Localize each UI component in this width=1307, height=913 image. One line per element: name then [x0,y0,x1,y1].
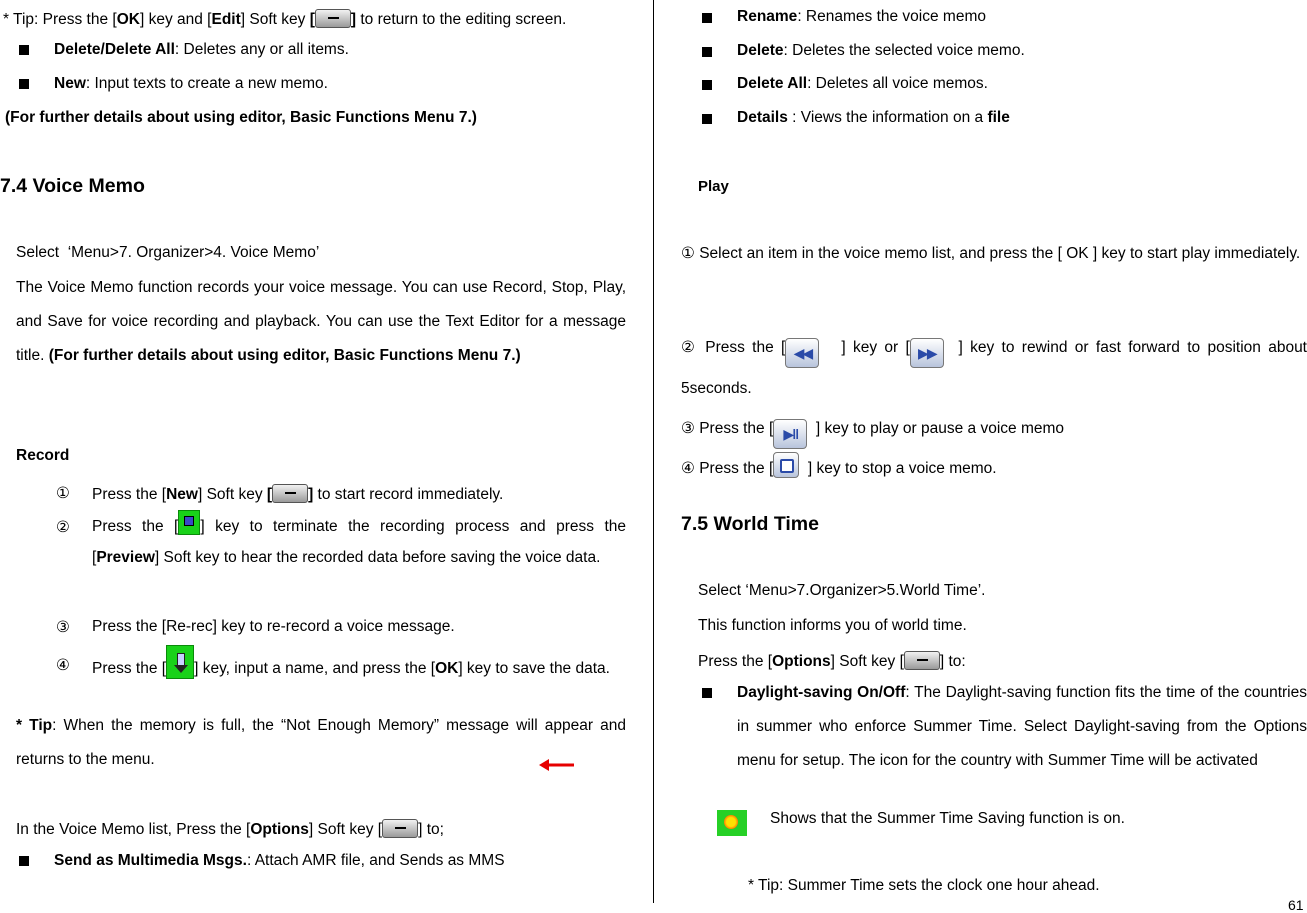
bullet-icon [702,114,712,124]
record-step-number: ③ [56,619,70,636]
summer-time-sun-icon [717,810,747,836]
voice-memo-description: The Voice Memo function records your voice message. You can use Record, Stop, Play, and Save for voice recording and playback. You can use the Text Editor for a message title. (For further details about using editor, Basic Functions Menu 7.) [16,279,626,364]
section-title-voice-memo: 7.4 Voice Memo [0,175,145,197]
record-step-1: Press the [New] Soft key [ ] to start record immediately. [92,486,504,503]
delete-all-item: Delete/Delete All: Deletes any or all items. [54,41,349,58]
options-line: In the Voice Memo list, Press the [Options] Soft key [ ] to; [16,821,444,838]
soft-key-icon [272,484,308,503]
soft-key-icon [382,819,418,838]
play-heading: Play [698,178,729,195]
world-time-options-line: Press the [Options] Soft key [ ] to: [698,653,966,670]
stop-icon [773,452,799,478]
page-number: 61 [1288,897,1304,913]
bullet-icon [19,45,29,55]
tip-edit-line: * Tip: Press the [OK] key and [Edit] Soft key [ ] to return to the editing screen. [3,11,567,28]
column-divider [653,0,654,903]
world-time-select-path: Select ‘Menu>7.Organizer>5.World Time’. [698,582,986,599]
further-details-note: (For further details about using editor, Basic Functions Menu 7.) [5,109,477,126]
summer-time-tip: * Tip: Summer Time sets the clock one hour ahead. [748,877,1100,894]
download-arrow-icon [166,645,194,679]
play-step-1: ① Select an item in the voice memo list, and press the [ OK ] key to start play immediately. [681,245,1301,262]
details-item: Details : Views the information on a file [737,109,1010,126]
bullet-icon [702,13,712,23]
bullet-icon [19,79,29,89]
new-item: New: Input texts to create a new memo. [54,75,328,92]
memory-full-tip: * Tip: When the memory is full, the “Not Enough Memory” message will appear and returns to the menu. [16,717,626,768]
rename-item: Rename: Renames the voice memo [737,8,986,25]
sun-icon-description: Shows that the Summer Time Saving function is on. [770,810,1125,827]
bullet-icon [19,856,29,866]
fast-forward-icon: ▶▶ [910,338,944,368]
play-pause-icon: ▶‖ [773,419,807,449]
record-step-2: Press the [ ] key to terminate the recording process and press the [Preview] Soft key to hear the recorded data before saving the voice data. [92,510,626,573]
soft-key-icon [904,651,940,670]
delete-all-voice-item: Delete All: Deletes all voice memos. [737,75,988,92]
red-left-arrow-icon [539,758,575,772]
record-step-number: ④ [56,657,70,674]
delete-item: Delete: Deletes the selected voice memo. [737,42,1025,59]
play-step-4: ④ Press the [ ] key to stop a voice memo. [681,452,997,478]
world-time-description: This function informs you of world time. [698,617,967,634]
record-step-4: Press the [ ] key, input a name, and press the [OK] key to save the data. [92,645,626,684]
soft-key-icon [315,9,351,28]
daylight-saving-item: Daylight-saving On/Off: The Daylight-saving function fits the time of the countries in summer who enforce Summer Time. Select Daylight-saving from the Options menu for setup. The icon for the country with Summer Time will be activated [737,684,1307,769]
select-path: Select ‘Menu>7. Organizer>4. Voice Memo’ [16,244,320,261]
send-mms-item: Send as Multimedia Msgs.: Attach AMR file, and Sends as MMS [54,852,505,869]
record-step-3: Press the [Re-rec] key to re-record a voice message. [92,618,455,635]
bullet-icon [702,80,712,90]
record-step-number: ① [56,485,70,502]
stop-record-green-icon [178,510,200,535]
bullet-icon [702,688,712,698]
record-heading: Record [16,447,70,464]
play-step-3: ③ Press the [ ▶‖ ] key to play or pause a voice memo [681,419,1064,449]
play-step-2: ② Press the [ ◀◀ ] key or [ ▶▶ ] key to rewind or fast forward to position about 5seconds. [681,339,1307,397]
bullet-icon [702,47,712,57]
section-title-world-time: 7.5 World Time [681,513,819,535]
rewind-icon: ◀◀ [785,338,819,368]
record-step-number: ② [56,519,70,536]
